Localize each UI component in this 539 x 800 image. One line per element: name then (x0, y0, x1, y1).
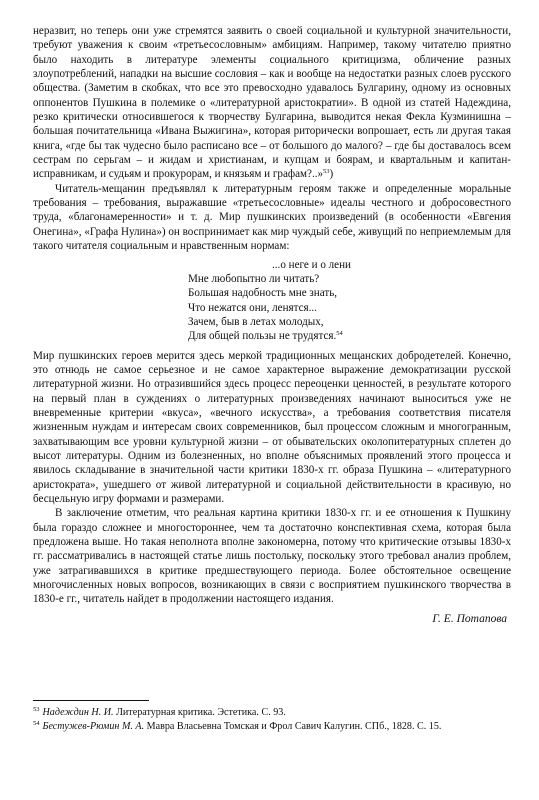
poem-line: Что нежатся они, ленятся... (188, 301, 317, 314)
paragraph-2: Читатель-мещанин предъявлял к литературным героям также и определенные моральные требования – требования, выражавшие «третьесословные» идеалы честного и добросовестного труда, «благонамеренности» и т. д. Мир пушкинских произведений (в особенности «Евгения Онегина», «Графа Нулина») он воспринимает как мир чуждый себе, живущий по неприемлемым для такого читателя социальным и нравственным нормам: (33, 182, 511, 253)
paragraph-3: Мир пушкинских героев мерится здесь меркой традиционных мещанских добродетелей. Конечно, это отнюдь не самое серьезное и не самое характерное выражение демократизации русской литературной жизни. Но отразившийся здесь процесс переоценки ценностей, в результате которого на первый план в суждениях о литературных произведениях начинают выноситься уже не вневременные критерии «вкуса», «вечного искусства», а требования соответствия писателя жизненным нуждам и интересам своих современников, был процессом сложным и многогранным, захватывающим все уровни культурной жизни – от обывательских околопитературных сплетен до высот литературы. Одним из болезненных, но вполне объяснимых проявлений этого процесса и явилось складывание в значительной части критики 1830-х гг. образа Пушкина – «литературного аристократа», ушедшего от живой литературной и социальной действительности в красивую, но бесцельную игру формами и размерами. (33, 349, 511, 505)
footnote-number: 53 (33, 706, 40, 713)
poem-line: Мне любопытно ли читать? (188, 272, 320, 285)
footnote-text: Литературная критика. Эстетика. С. 93. (116, 707, 286, 718)
poem-quote (188, 258, 511, 344)
footnotes (33, 706, 511, 733)
paragraph-1 (33, 24, 511, 182)
footnote-number: 54 (33, 719, 40, 727)
paragraph-1-close: ) (329, 168, 334, 181)
footnote-text: Мавра Власьевна Томская и Фрол Савич Калугин. СПб., 1828. С. 15. (146, 720, 442, 732)
footnote-author: Бестужев-Рюмин М. А. (42, 720, 145, 732)
paragraph-1-text: неразвит, но теперь они уже стремятся заявить о своей социальной и культурной значительности, требуют уважения к своим «третьесословным» амбициям. Например, такому читателю приятно было находить в литературе элементы социального критицизма, обличение разных злоупотреблений, нападки на высшие сословия – как и вообще на недостатки разных слоев русского общества. (Заметим в скобках, что все это превосходно удавалось Булгарину, одному из основных оппонентов Пушкина в полемике о «литературной аристократии». В одной из статей Надеждина, резко критически относившегося к творчеству Булгарина, выводится некая Фекла Кузминишна – большая почитательница «Ивана Выжигина», которая риторически вопрошает, есть ли другая такая книга, «где бы так чудесно было расписано все – от большого до малого? – где бы доставалось всем сестрам по серьгам – и жидам и христианам, и купцам и боярам, и квартальным и капитан-исправникам, и судьям и прокурорам, и князьям и графам?..» (33, 25, 511, 181)
footnote-divider (33, 700, 149, 701)
footnote-ref-53[interactable]: 53 (323, 168, 330, 176)
poem-line: Зачем, быв в летах молодых, (188, 315, 324, 328)
footnote-ref-54[interactable]: 54 (336, 330, 343, 338)
author-signature: Г. Е. Потапова (432, 612, 507, 625)
paragraph-4: В заключение отметим, что реальная картина критики 1830-х гг. и ее отношения к Пушкину была гораздо сложнее и многостороннее, чем та достаточно конспективная схема, которая была предложена выше. Но такая неполнота вполне закономерна, потому что критические отзывы 1830-х гг. рассматривались в настоящей статье лишь постольку, поскольку этого требовал анализ проблем, уже затрагивавшихся в критике предшествующего периода. Более обстоятельное освещение многочисленных новых вопросов, возникающих в связи с восприятием пушкинского творчества в 1830-е гг., читатель найдет в продолжении настоящего издания. (33, 507, 511, 606)
footnote-author: Надеждин Н. И. (42, 707, 114, 718)
poem-line: ...о неге и о лени (272, 258, 351, 271)
footnote-54 (33, 720, 511, 734)
page-body (33, 24, 511, 625)
poem-line: Большая надобность мне знать, (188, 287, 338, 300)
poem-line-last (188, 329, 511, 343)
footnote-53 (33, 706, 511, 720)
poem-line-text: Для общей пользы не трудятся. (188, 330, 337, 343)
